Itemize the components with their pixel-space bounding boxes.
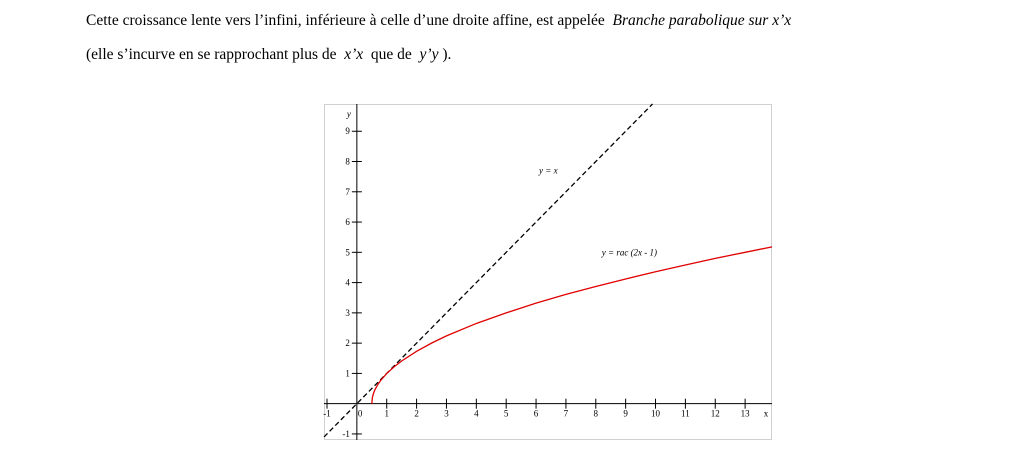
curve-annotation-label: y = x	[539, 165, 558, 176]
paragraph-text: Cette croissance lente vers l’infini, inférieure à celle d’une droite affine, est appelée	[86, 12, 605, 29]
y-tick-label: 6	[345, 217, 350, 228]
x-tick-label: 3	[444, 408, 449, 419]
x-tick-label: 6	[533, 408, 539, 419]
paragraph-italic-term: Branche parabolique sur x’x	[612, 12, 792, 29]
y-tick-label: 3	[345, 307, 350, 318]
y-tick-label: 8	[345, 156, 350, 167]
x-tick-label: 2	[414, 408, 419, 419]
y-tick-label: 1	[345, 368, 350, 379]
series-line-identity	[324, 104, 653, 437]
axis-name-xx: x’x	[344, 46, 364, 63]
paragraph-text: ).	[442, 46, 452, 63]
x-tick-label: 12	[710, 408, 720, 419]
axis-name-yy: y’y	[419, 46, 439, 63]
curve-annotation-label: y = rac (2x - 1)	[601, 247, 658, 258]
x-tick-label: 7	[563, 408, 569, 419]
x-tick-label: 10	[651, 408, 661, 419]
y-tick-label: 9	[345, 126, 350, 137]
x-axis-label: x	[763, 408, 769, 419]
series-line-sqrt	[372, 247, 772, 404]
x-tick-label: -1	[323, 408, 331, 419]
x-tick-label: 4	[474, 408, 479, 419]
y-tick-label: 2	[345, 338, 350, 349]
x-tick-label: 8	[593, 408, 599, 419]
x-tick-label: 13	[740, 408, 750, 419]
y-tick-label: 7	[345, 186, 350, 197]
function-plot	[324, 104, 772, 440]
x-tick-label: 0	[357, 408, 363, 419]
paragraph-text: (elle s’incurve en se rapprochant plus de	[86, 46, 337, 63]
x-tick-label: 5	[503, 408, 509, 419]
paragraph-line-2	[86, 45, 451, 65]
y-axis-label: y	[346, 109, 351, 119]
x-tick-label: 9	[623, 408, 628, 419]
x-tick-label: 11	[681, 408, 690, 419]
paragraph-line-1	[86, 11, 791, 31]
y-tick-label: 4	[345, 277, 350, 288]
y-tick-label: 5	[345, 247, 350, 258]
x-tick-label: 1	[384, 408, 389, 419]
y-tick-label: -1	[342, 428, 350, 439]
paragraph-text: que de	[370, 46, 412, 63]
